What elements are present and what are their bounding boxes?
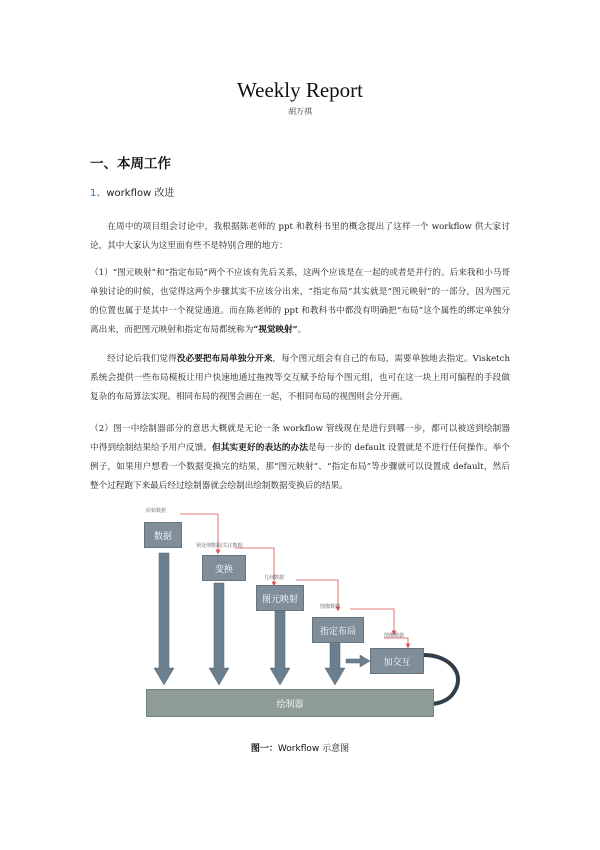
discussion-emphasis: 没必要把布局单独分开来 [176, 354, 273, 364]
label-image-data-1: 图像数据 [320, 604, 341, 610]
subsection-number: 1、 [90, 188, 107, 199]
label-image-data-2: 图像数据 [384, 633, 405, 639]
stage-transform: 变换 [202, 555, 246, 581]
down-arrow-2 [209, 583, 229, 685]
author-name: 胡万祺 [288, 107, 312, 116]
discussion-text: 经讨论后我们觉得 [107, 354, 177, 364]
caption-text: Workflow 示意图 [277, 744, 350, 754]
section-heading: 一、本周工作 [90, 156, 171, 172]
renderer: 绘制器 [146, 689, 434, 717]
down-arrow-4 [325, 641, 345, 685]
point-1-end: 。 [297, 325, 307, 335]
paragraph-intro: 在周中的项目组会讨论中，我根据陈老师的 ppt 和教科书里的概念提出了这样一个 workflow 供大家讨论，其中大家认为这里面有些不是特别合理的地方： [90, 222, 510, 251]
feed-arrow-5 [384, 638, 408, 646]
figure-caption [0, 741, 600, 754]
mini-arrow [346, 655, 370, 667]
report-title: Weekly Report [236, 78, 364, 102]
point-1-emphasis: “视觉映射” [253, 325, 298, 335]
stage-interaction: 加交互 [370, 648, 424, 674]
point-1-text: （1）“图元映射”和“指定布局”两个不应该有先后关系，这两个应该是在一起的或者是并行的。后来我和小马哥单独讨论的时候，也觉得这两个步骤其实不应该分出来，“指定布局”其实就是“图元映射”的一部分，因为图元的位置也属于是其中一个视觉通道。而在陈老师的 ppt 和教科书中都没有明确把“布局”这个属性的绑定单独分离出来，而把图元映射和指定布局都统称为 [90, 268, 510, 335]
down-arrow-3 [270, 611, 290, 685]
down-arrow-1 [154, 553, 174, 685]
caption-label: 图一： [250, 744, 278, 754]
stage-data: 数据 [144, 522, 182, 548]
label-raw-data: 原始数据 [146, 508, 167, 514]
workflow-diagram [132, 505, 472, 730]
paragraph-point-2 [90, 420, 510, 496]
subsection-heading [90, 184, 174, 199]
paragraph-discussion [90, 350, 510, 407]
label-geometry-data: 几何数据 [264, 575, 285, 581]
point-2-emphasis: 但其实更好的表达的办法 [212, 443, 309, 453]
subsection-text: workflow 改进 [106, 188, 175, 199]
stage-layout: 指定布局 [312, 617, 364, 643]
point-2-text: （2）图一中绘制器部分的意思大概就是无论一条 workflow 管线现在是进行到哪一步，都可以被送到绘制器中得到绘制结果给予用户反馈。 [90, 424, 510, 453]
label-preprocessed-data: 预处理数据/关注数据 [196, 543, 243, 549]
discussion-rest: ，每个图元组会有自己的布局，需要单独地去指定。Visketch 系统会提供一些布局模板让用户快速地通过拖拽等交互赋予给每个图元组，也可在这一块上用可编程的手段做复杂的布局算法实现。相同布局的视图会画在一起，不相同布局的视图则会分开画。 [90, 354, 510, 402]
paragraph-point-1 [90, 264, 510, 340]
point-2-rest: 是每一步的 default 设置就是不进行任何操作。举个例子，如果用户想看一个数据变换完的结果，那“图元映射”、“指定布局”等步骤就可以设置成 default，然后整个过程跑下来最后经过绘制器就会绘制出绘制数据变换后的结果。 [90, 443, 510, 491]
stage-visual-mapping: 图元映射 [256, 585, 304, 611]
